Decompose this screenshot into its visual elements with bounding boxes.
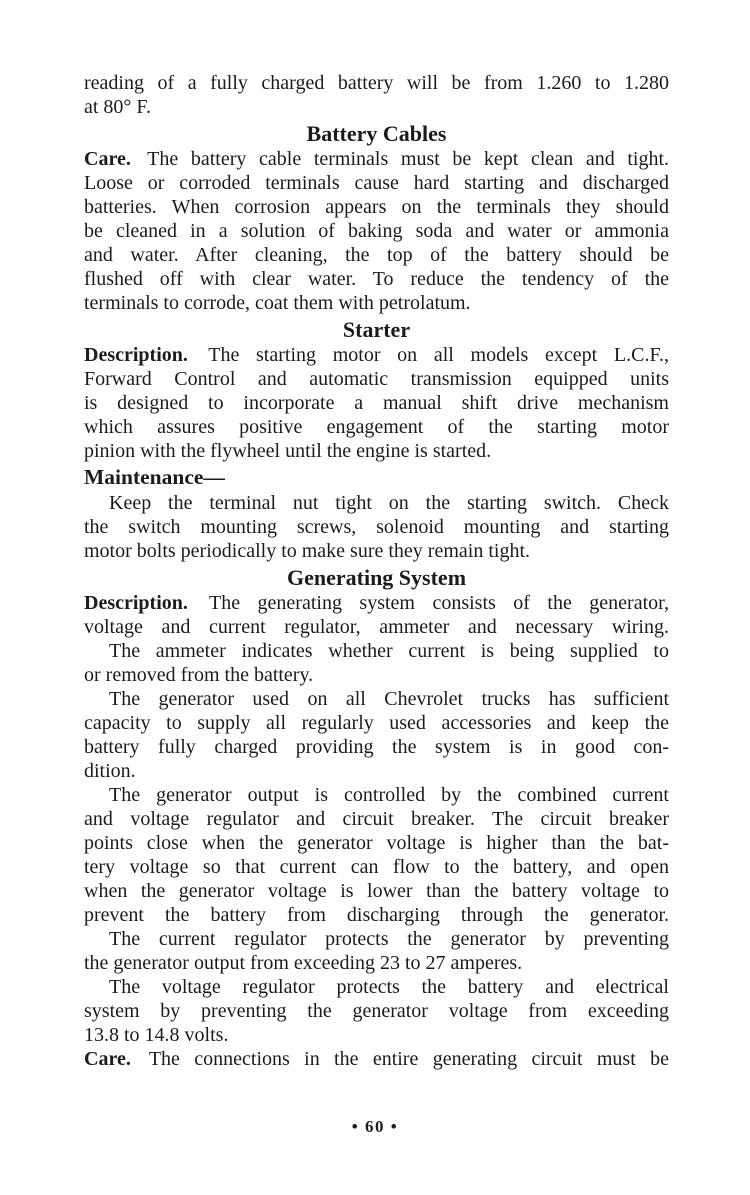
- paragraph: [84, 147, 669, 315]
- section-heading-starter: Starter: [342, 317, 411, 342]
- text-line: 13.8 to 14.8 volts.: [84, 1024, 229, 1046]
- text-line: and voltage regulator and circuit breaker. The circuit breaker: [84, 808, 669, 830]
- text-line: battery fully charged providing the system is in good con-: [84, 736, 669, 758]
- paragraph: [84, 343, 669, 463]
- text-line: The voltage regulator protects the battery and electrical: [109, 976, 669, 998]
- section-heading-generating-system: Generating System: [286, 565, 467, 590]
- paragraph: [84, 639, 669, 687]
- text-line: system by preventing the generator voltage from exceeding: [84, 1000, 669, 1022]
- text-run: The generating system consists of the generator,: [191, 592, 669, 614]
- text-line: batteries. When corrosion appears on the terminals they should: [84, 196, 669, 218]
- text-run: The connections in the entire generating circuit must be: [134, 1048, 669, 1070]
- text-line: [84, 1047, 669, 1071]
- text-line: voltage and current regulator, ammeter and necessary wiring.: [84, 616, 669, 638]
- text-line: Loose or corroded terminals cause hard starting and discharged: [84, 172, 669, 194]
- text-line: which assures positive engagement of the starting motor: [84, 416, 669, 438]
- text-line: the switch mounting screws, solenoid mounting and starting: [84, 516, 669, 538]
- text-line: [84, 147, 669, 171]
- text-line: tery voltage so that current can flow to the battery, and open: [84, 856, 669, 878]
- text-line: terminals to corrode, coat them with petrolatum.: [84, 292, 471, 314]
- text-line: motor bolts periodically to make sure they remain tight.: [84, 540, 531, 562]
- text-line: points close when the generator voltage is higher than the bat-: [84, 832, 669, 854]
- text-line: The current regulator protects the generator by preventing: [109, 928, 669, 950]
- text-line: [84, 343, 669, 367]
- page-number: • 60 •: [351, 1117, 399, 1136]
- text-line: dition.: [84, 760, 136, 782]
- page-text-column: [84, 71, 669, 1071]
- lead-word: Description.: [84, 592, 188, 614]
- paragraph: [84, 975, 669, 1047]
- section-heading-maintenance: Maintenance—: [84, 465, 225, 489]
- text-run: The battery cable terminals must be kept clean and tight.: [134, 148, 669, 170]
- text-line: The generator used on all Chevrolet trucks has sufficient: [109, 688, 669, 710]
- paragraph: [84, 687, 669, 783]
- text-line: at 80° F.: [84, 96, 151, 118]
- lead-word: Care.: [84, 1048, 131, 1070]
- paragraph: [84, 783, 669, 927]
- text-line: and water. After cleaning, the top of the battery should be: [84, 244, 669, 266]
- text-line: capacity to supply all regularly used accessories and keep the: [84, 712, 669, 734]
- text-line: The generator output is controlled by the combined current: [109, 784, 669, 806]
- section-heading-battery-cables: Battery Cables: [306, 121, 447, 146]
- lead-word: Description.: [84, 344, 188, 366]
- text-line: pinion with the flywheel until the engine is started.: [84, 440, 492, 462]
- text-line: prevent the battery from discharging through the generator.: [84, 904, 669, 926]
- paragraph: [84, 927, 669, 975]
- lead-word: Care.: [84, 148, 131, 170]
- text-line: reading of a fully charged battery will be from 1.260 to 1.280: [84, 72, 669, 94]
- text-line: [84, 591, 669, 615]
- text-line: the generator output from exceeding 23 to 27 amperes.: [84, 952, 523, 974]
- text-line: or removed from the battery.: [84, 664, 314, 686]
- text-line: flushed off with clear water. To reduce the tendency of the: [84, 268, 669, 290]
- text-line: when the generator voltage is lower than the battery voltage to: [84, 880, 669, 902]
- paragraph: [84, 591, 669, 639]
- text-line: Forward Control and automatic transmission equipped units: [84, 368, 669, 390]
- text-line: Keep the terminal nut tight on the starting switch. Check: [109, 492, 669, 514]
- text-line: is designed to incorporate a manual shift drive mechanism: [84, 392, 669, 414]
- paragraph: [84, 1047, 669, 1071]
- paragraph: [84, 491, 669, 563]
- text-line: The ammeter indicates whether current is being supplied to: [109, 640, 669, 662]
- paragraph: [84, 71, 669, 119]
- text-line: be cleaned in a solution of baking soda and water or ammonia: [84, 220, 669, 242]
- text-run: The starting motor on all models except L.C.F.,: [191, 344, 669, 366]
